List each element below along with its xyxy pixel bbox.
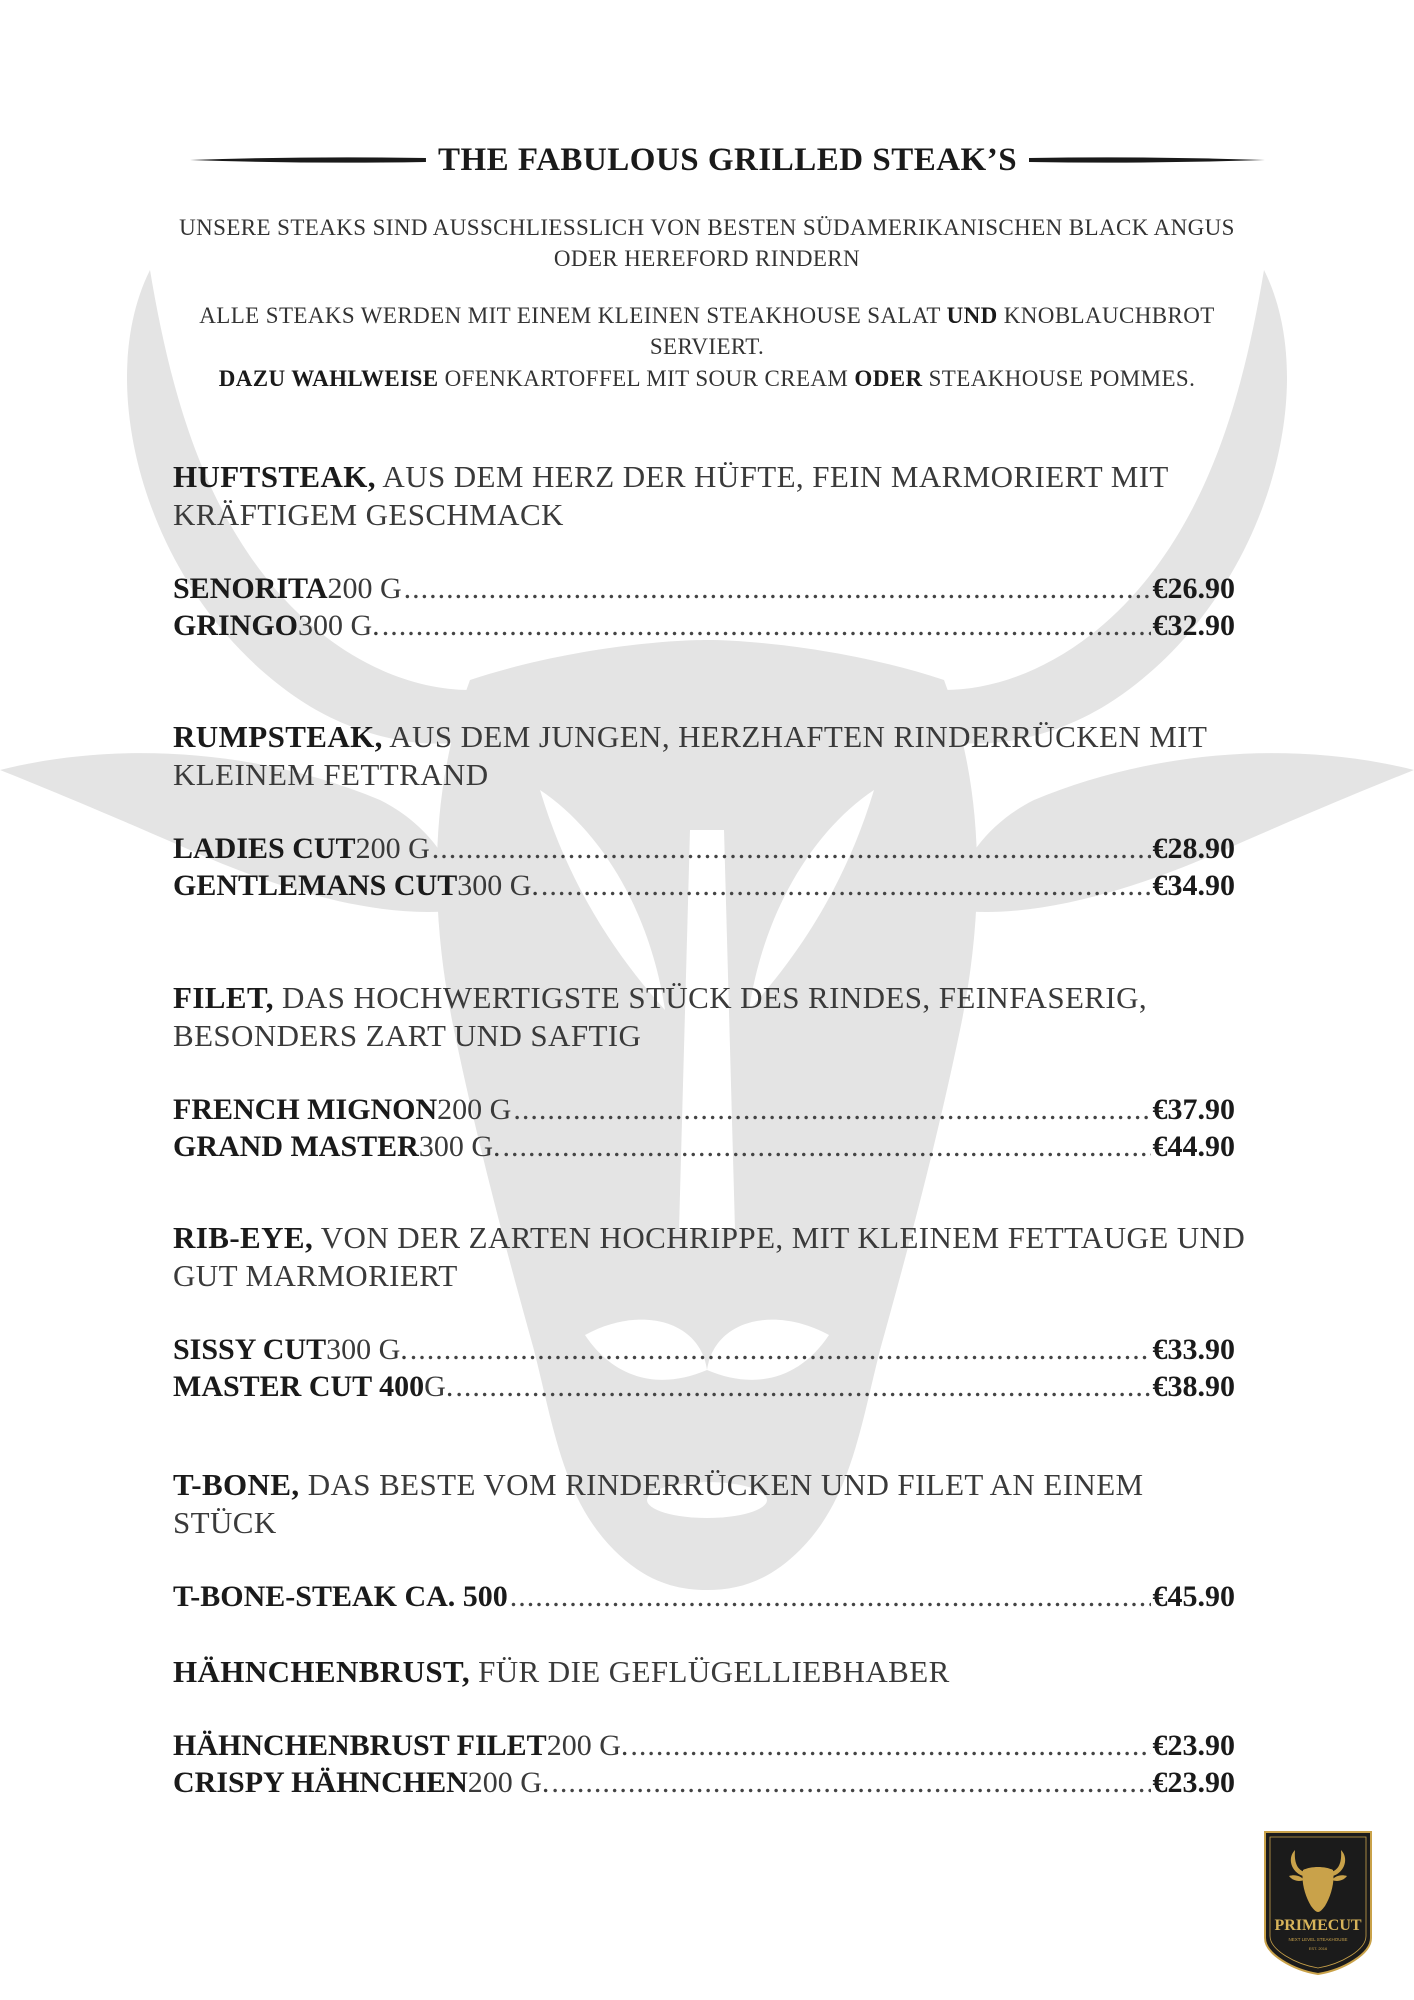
section-name: HÄHNCHENBRUST,: [173, 1654, 470, 1689]
item-name: SENORITA: [173, 572, 328, 605]
item-weight: 300 G.: [418, 1130, 501, 1163]
intro-text: UNSERE STEAKS SIND AUSSCHLIESSLICH VON BESTEN SÜDAMERIKANISCHEN BLACK ANGUS ODER HEREFORD RINDERN: [179, 215, 1235, 271]
dot-leader: [630, 1727, 1150, 1764]
intro-sides-text: [150, 363, 1264, 394]
item-price: €28.90: [1152, 832, 1235, 865]
dot-leader: [541, 867, 1151, 904]
intro-serving-part: KNOBLAUCHBROT SERVIERT.: [649, 303, 1215, 359]
item-name: T-BONE-STEAK CA. 500: [173, 1580, 508, 1613]
item-weight: G.: [424, 1370, 454, 1403]
menu-section-filet: [173, 979, 1253, 1165]
item-name: HÄHNCHENBRUST FILET: [173, 1729, 547, 1762]
title-flourish-left-icon: [190, 154, 426, 166]
section-name: T-BONE,: [173, 1467, 300, 1502]
intro-serving-part: ALLE STEAKS WERDEN MIT EINEM KLEINEN STEAKHOUSE SALAT: [199, 303, 947, 328]
dot-leader: [551, 1764, 1150, 1801]
menu-items: [173, 1578, 1253, 1615]
menu-items: [173, 570, 1253, 644]
item-weight: 200 G: [437, 1093, 512, 1126]
item-price: €32.90: [1152, 609, 1235, 642]
item-name: GRAND MASTER: [173, 1130, 419, 1163]
section-name: RUMPSTEAK,: [173, 719, 383, 754]
item-price: €45.90: [1152, 1580, 1235, 1613]
item-price: €37.90: [1152, 1093, 1235, 1126]
item-weight: 300 G.: [326, 1333, 408, 1366]
item-name: GRINGO: [173, 609, 299, 642]
title-flourish-right-icon: [1029, 154, 1265, 166]
title-row: [190, 138, 1265, 182]
item-weight: 300 G.: [457, 869, 539, 902]
menu-section-haehnchenbrust: [173, 1653, 1253, 1801]
section-name: FILET,: [173, 980, 274, 1015]
menu-item: [173, 1578, 1235, 1615]
section-name: RIB-EYE,: [173, 1220, 314, 1255]
section-text: DAS BESTE VOM RINDERRÜCKEN UND FILET AN EINEM STÜCK: [173, 1467, 1144, 1540]
menu-items: [173, 1091, 1253, 1165]
menu-items: [173, 830, 1253, 904]
menu-item: [173, 1764, 1235, 1801]
section-text: AUS DEM JUNGEN, HERZHAFTEN RINDERRÜCKEN MIT KLEINEM FETTRAND: [173, 719, 1207, 792]
logo-brand-text: PRIMECUT: [1274, 1917, 1362, 1934]
section-name: HUFTSTEAK,: [173, 459, 376, 494]
menu-section-huftsteak: [173, 458, 1253, 644]
item-name: LADIES CUT: [173, 832, 356, 865]
item-price: €23.90: [1152, 1729, 1235, 1762]
section-description: [173, 718, 1253, 794]
menu-item: [173, 607, 1235, 644]
section-description: [173, 1219, 1253, 1295]
dot-leader: [382, 607, 1151, 644]
item-name: FRENCH MIGNON: [173, 1093, 438, 1126]
item-weight: 200 G: [327, 572, 402, 605]
menu-section-rumpsteak: [173, 718, 1253, 904]
item-name: SISSY CUT: [173, 1333, 327, 1366]
item-price: €23.90: [1152, 1766, 1235, 1799]
intro-serving-text: [150, 300, 1264, 362]
menu-item: [173, 1331, 1235, 1368]
item-name: MASTER CUT 400: [173, 1370, 425, 1403]
intro-serving-bold: UND: [946, 303, 998, 328]
logo-tagline-text: NEXT LEVEL STEAKHOUSE: [1288, 1937, 1348, 1942]
section-description: [173, 1466, 1253, 1542]
dot-leader: [404, 570, 1151, 607]
dot-leader: [455, 1368, 1150, 1405]
primecut-logo: [1259, 1826, 1377, 1976]
dot-leader: [432, 830, 1151, 867]
menu-section-rib-eye: [173, 1219, 1253, 1405]
item-price: €34.90: [1152, 869, 1235, 902]
item-price: €33.90: [1152, 1333, 1235, 1366]
item-name: CRISPY HÄHNCHEN: [173, 1766, 468, 1799]
menu-item: [173, 1727, 1235, 1764]
section-text: VON DER ZARTEN HOCHRIPPE, MIT KLEINEM FETTAUGE UND GUT MARMORIERT: [173, 1220, 1246, 1293]
section-description: [173, 458, 1253, 534]
menu-item: [173, 570, 1235, 607]
intro-sides-bold: DAZU WAHLWEISE: [218, 366, 439, 391]
menu-item: [173, 1091, 1235, 1128]
dot-leader: [503, 1128, 1151, 1165]
section-text: DAS HOCHWERTIGSTE STÜCK DES RINDES, FEINFASERIG, BESONDERS ZART UND SAFTIG: [173, 980, 1148, 1053]
item-price: €44.90: [1152, 1130, 1235, 1163]
menu-items: [173, 1727, 1253, 1801]
item-weight: 300 G.: [298, 609, 380, 642]
intro-sides-part: OFENKARTOFFEL MIT SOUR CREAM: [438, 366, 855, 391]
menu-section-t-bone: [173, 1466, 1253, 1615]
item-name: GENTLEMANS CUT: [173, 869, 458, 902]
menu-item: [173, 830, 1235, 867]
item-weight: 200 G: [355, 832, 430, 865]
menu-item: [173, 1368, 1235, 1405]
item-price: €26.90: [1152, 572, 1235, 605]
section-text: AUS DEM HERZ DER HÜFTE, FEIN MARMORIERT MIT KRÄFTIGEM GESCHMACK: [173, 459, 1169, 532]
menu-item: [173, 867, 1235, 904]
section-text: FÜR DIE GEFLÜGELLIEBHABER: [469, 1654, 950, 1689]
logo-est-text: EST. 2016: [1308, 1946, 1328, 1951]
dot-leader: [410, 1331, 1151, 1368]
item-weight: 200 G.: [546, 1729, 629, 1762]
menu-item: [173, 1128, 1235, 1165]
item-price: €38.90: [1152, 1370, 1235, 1403]
intro-sides-part: STEAKHOUSE POMMES.: [922, 366, 1196, 391]
intro-sides-bold: ODER: [854, 366, 923, 391]
menu-items: [173, 1331, 1253, 1405]
dot-leader: [510, 1578, 1151, 1615]
section-description: [173, 979, 1253, 1055]
item-weight: 200 G.: [467, 1766, 550, 1799]
dot-leader: [513, 1091, 1150, 1128]
section-description: [173, 1653, 1253, 1691]
page-title: THE FABULOUS GRILLED STEAK’S: [437, 141, 1018, 178]
